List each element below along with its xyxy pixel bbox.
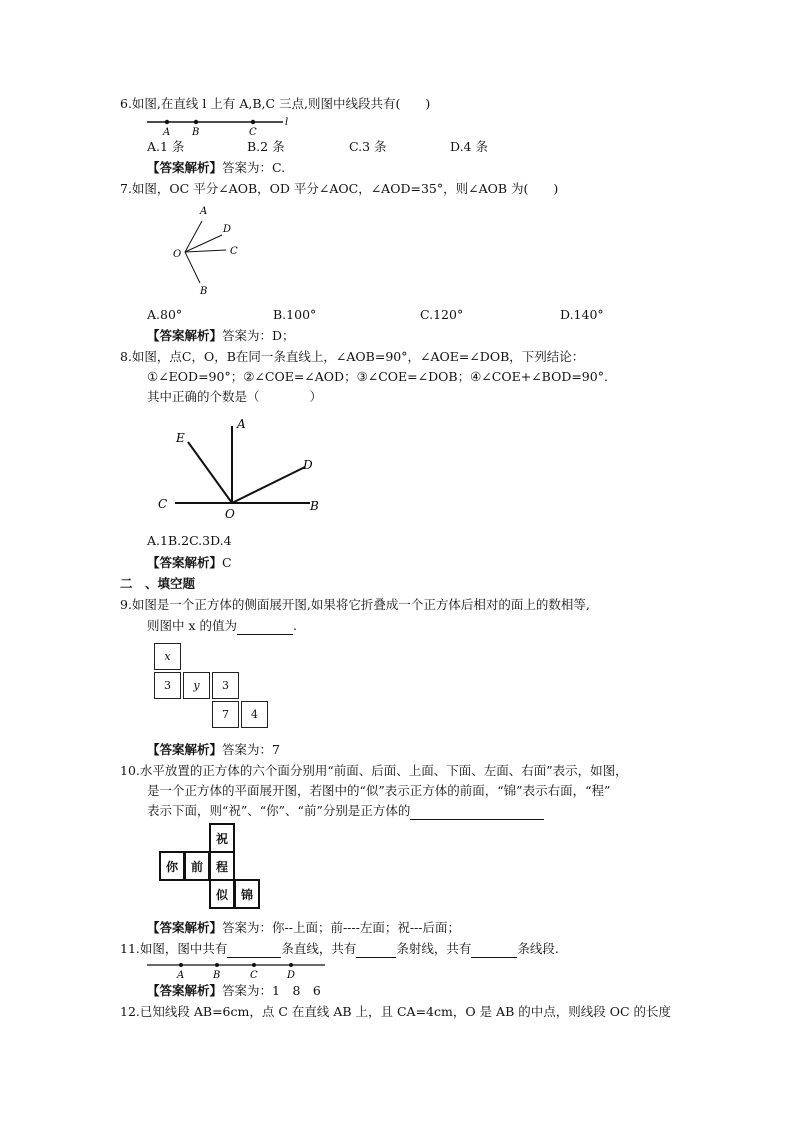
q11-stem-d: 条线段. xyxy=(517,941,559,956)
answer-text: C xyxy=(222,555,232,570)
label-c: C xyxy=(230,246,238,257)
net-cell-si: 似 xyxy=(209,879,235,909)
q6-option-c: C.3 条 xyxy=(349,139,387,154)
q6-option-a: A.1 条 xyxy=(147,139,185,154)
label-b: B xyxy=(200,286,208,297)
label-o: O xyxy=(225,507,235,521)
q11-stem-a: 11.如图，图中共有 xyxy=(120,941,228,956)
ray-od xyxy=(232,467,305,503)
q11-blank-rays xyxy=(356,941,396,958)
answer-text: 答案为：C. xyxy=(222,160,286,175)
ray-oe xyxy=(188,442,232,503)
label-a: A xyxy=(200,206,208,217)
label-e: E xyxy=(176,431,185,445)
q10-stem-line2: 是一个正方体的平面展开图，若图中的“似”表示正方体的前面，“锦”表示右面，“程” xyxy=(147,783,611,798)
q7-angle-figure xyxy=(168,200,248,300)
section-heading: 二 、填空题 xyxy=(120,576,196,591)
q9-stem-line2 xyxy=(147,618,297,635)
label-b: B xyxy=(310,499,319,513)
q8-stem: 8.如图，点C，O，B在同一条直线上，∠AOB=90°，∠AOE=∠DOB，下列结论： xyxy=(120,349,585,364)
answer-tag: 【答案解析】 xyxy=(147,983,223,998)
q9-stem-end: . xyxy=(293,618,297,633)
q11-blank-segments xyxy=(471,941,517,958)
answer-text: 答案为：你--上面；前----左面；祝---后面； xyxy=(222,920,461,935)
q9-stem-text: 则图中 x 的值为 xyxy=(147,618,237,633)
label-c: C xyxy=(249,127,257,138)
label-d: D xyxy=(223,224,232,235)
ray-ob xyxy=(185,252,200,283)
label-d: D xyxy=(287,970,296,980)
q8-ask: 其中正确的个数是（ ） xyxy=(147,389,323,404)
net-cell-qian: 前 xyxy=(184,851,210,881)
q11-blank-lines xyxy=(227,941,281,958)
label-a: A xyxy=(177,970,185,980)
net-cell-3a: 3 xyxy=(154,672,181,699)
q10-stem-line1: 10.水平放置的正方体的六个面分别用“前面、后面、上面、下面、左面、右面”表示，如图， xyxy=(120,763,628,778)
q11-line-figure xyxy=(145,958,330,980)
q8-conclusions: ①∠EOD=90°；②∠COE=∠AOD；③∠COE=∠DOB；④∠COE+∠BOD=90°. xyxy=(147,369,608,384)
label-c: C xyxy=(158,497,168,511)
q11-stem xyxy=(120,941,559,958)
label-c: C xyxy=(250,970,258,980)
q6-answer xyxy=(147,160,285,176)
point-b xyxy=(194,120,198,124)
q7-option-d: D.140° xyxy=(560,307,604,322)
q10-stem-text: 表示下面，则“祝”、“你”、“前”分别是正方体的 xyxy=(147,803,411,818)
ray-oa xyxy=(185,221,202,252)
point-d xyxy=(289,963,293,967)
net-cell-ni: 你 xyxy=(159,851,185,881)
net-cell-zhu: 祝 xyxy=(209,823,235,853)
answer-tag: 【答案解析】 xyxy=(147,555,223,570)
answer-tag: 【答案解析】 xyxy=(147,742,223,757)
answer-tag: 【答案解析】 xyxy=(147,920,223,935)
net-cell-x: x xyxy=(154,643,181,670)
q11-stem-b: 条直线，共有 xyxy=(281,941,357,956)
label-o: O xyxy=(173,249,182,260)
q7-option-a: A.80° xyxy=(147,307,183,322)
q10-answer xyxy=(147,920,460,936)
answer-tag: 【答案解析】 xyxy=(147,328,223,343)
q8-answer xyxy=(147,555,232,571)
point-c xyxy=(252,963,256,967)
point-b xyxy=(215,963,219,967)
q6-option-d: D.4 条 xyxy=(450,139,488,154)
q8-angle-figure xyxy=(150,414,330,524)
q7-option-c: C.120° xyxy=(420,307,464,322)
q10-stem-line3 xyxy=(147,803,544,820)
point-a xyxy=(179,963,183,967)
answer-text: 答案为：1 8 6 xyxy=(222,983,321,998)
label-d: D xyxy=(303,458,313,472)
net-cell-jin: 锦 xyxy=(234,879,260,909)
label-b: B xyxy=(192,127,200,138)
point-c xyxy=(251,120,255,124)
net-cell-y: y xyxy=(183,672,210,699)
q7-option-b: B.100° xyxy=(273,307,317,322)
net-cell-3b: 3 xyxy=(212,672,239,699)
q9-answer-blank xyxy=(237,618,293,635)
q6-stem: 6.如图,在直线 l 上有 A,B,C 三点,则图中线段共有( ) xyxy=(120,96,431,111)
label-b: B xyxy=(213,970,221,980)
label-l: l xyxy=(285,117,289,128)
q11-answer xyxy=(147,983,321,999)
ray-oc xyxy=(185,250,226,252)
point-a xyxy=(165,120,169,124)
q12-stem: 12.已知线段 AB=6cm，点 C 在直线 AB 上，且 CA=4cm，O 是 AB 的中点，则线段 OC 的长度 xyxy=(120,1004,672,1019)
q10-answer-blank xyxy=(410,803,544,820)
answer-tag: 【答案解析】 xyxy=(147,160,223,175)
q9-answer xyxy=(147,742,280,758)
net-cell-4: 4 xyxy=(241,701,268,728)
label-a: A xyxy=(163,127,171,138)
q7-answer xyxy=(147,328,295,344)
q6-option-b: B.2 条 xyxy=(247,139,285,154)
label-a: A xyxy=(237,417,246,431)
net-cell-7: 7 xyxy=(212,701,239,728)
q9-stem-line1: 9.如图是一个正方体的侧面展开图,如果将它折叠成一个正方体后相对的面上的数相等, xyxy=(120,597,590,612)
q7-stem: 7.如图，OC 平分∠AOB，OD 平分∠AOC，∠AOD=35°，则∠AOB 为( ) xyxy=(120,181,559,196)
q11-stem-c: 条射线，共有 xyxy=(396,941,472,956)
q8-options: A.1B.2C.3D.4 xyxy=(147,533,232,548)
ray-od xyxy=(185,235,222,252)
q6-line-figure xyxy=(145,113,295,139)
answer-text: 答案为：7 xyxy=(222,742,280,757)
net-cell-cheng: 程 xyxy=(209,851,235,881)
answer-text: 答案为：D； xyxy=(222,328,295,343)
